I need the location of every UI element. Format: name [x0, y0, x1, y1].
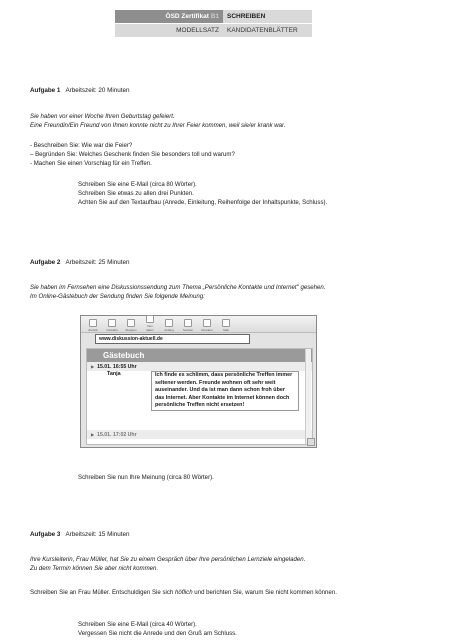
search-icon — [184, 319, 192, 327]
task1-points — [30, 141, 430, 168]
stop-icon — [127, 319, 135, 327]
home-button[interactable] — [163, 319, 175, 332]
entry-author: Tanja — [107, 371, 121, 377]
reload-icon — [146, 315, 154, 323]
mail-button[interactable] — [220, 319, 232, 332]
print-icon — [203, 319, 211, 327]
task1-situation — [30, 112, 430, 130]
entry-header — [87, 430, 312, 439]
toolbar-label: Anfang — [164, 328, 174, 332]
task3-text-emphasis: höflich — [174, 589, 193, 596]
toolbar-label: Suchen — [182, 328, 194, 332]
task1-point: – Begründen Sie: Welches Geschenk finden Sie besonders toll und warum? — [30, 151, 235, 158]
task1-situation-line: Sie haben vor einer Woche Ihren Geburtstag gefeiert. — [30, 113, 175, 120]
home-icon — [165, 319, 173, 327]
guestbook-page — [86, 348, 313, 445]
task2-time: Arbeitszeit: 25 Minuten — [65, 259, 130, 266]
task3-text-part: und berichten Sie, warum Sie nicht kommen können. — [192, 589, 337, 596]
triangle-icon: ▶ — [91, 364, 95, 369]
exam-level: B1 — [210, 13, 219, 20]
task2-situation — [30, 283, 430, 301]
browser-toolbar — [81, 316, 316, 333]
task3-time: Arbeitszeit: 15 Minuten — [65, 531, 130, 538]
document-header — [115, 10, 312, 37]
entry-date: 15.01. 16:55 Uhr — [97, 364, 137, 370]
subtitle-right: KANDIDATENBLÄTTER — [223, 24, 312, 37]
reload-button[interactable] — [144, 315, 156, 332]
search-button[interactable] — [182, 319, 194, 332]
task1-instruction: Achten Sie auf den Textaufbau (Anrede, Einleitung, Reihenfolge der Inhaltspunkte, Schluss). — [78, 199, 328, 206]
toolbar-label: Vorwärts — [106, 328, 118, 332]
task1-heading — [30, 87, 130, 94]
browser-window — [80, 315, 317, 448]
task1-label: Aufgabe 1 — [30, 87, 61, 94]
task1-point: - Beschreiben Sie: Wie war die Feier? — [30, 142, 133, 149]
entry-body — [87, 371, 312, 411]
toolbar-label: Zurück — [88, 328, 98, 332]
task2-situation-line: Sie haben im Fernsehen eine Diskussionssendung zum Thema „Persönliche Kontakte und Internet" gesehen. — [30, 284, 326, 291]
forward-button[interactable] — [106, 319, 118, 332]
toolbar-label: Drucken — [201, 328, 213, 332]
task3-situation — [30, 555, 430, 573]
task3-situation-line: Zu dem Termin können Sie aber nicht kommen. — [30, 565, 159, 572]
mail-icon — [222, 319, 230, 327]
task1-instructions — [78, 180, 428, 207]
task1-instruction: Schreiben Sie eine E-Mail (circa 80 Wörter). — [78, 181, 197, 188]
task1-point: - Machen Sie einen Vorschlag für ein Treffen. — [30, 160, 152, 167]
toolbar-label: Neu laden — [146, 324, 154, 332]
task2-heading — [30, 259, 130, 266]
toolbar-label: Mail — [223, 328, 229, 332]
task3-text-part: Schreiben Sie an Frau Müller. Entschuldigen Sie sich — [30, 589, 175, 596]
task2-situation-line: Im Online-Gästebuch der Sendung finden Sie folgende Meinung: — [30, 293, 205, 300]
resize-handle[interactable] — [307, 438, 315, 446]
address-bar — [81, 333, 316, 345]
task2-label: Aufgabe 2 — [30, 259, 61, 266]
entry-message: Ich finde es schlimm, dass persönliche Treffen immer seltener werden. Freunde wohnen oft sehr weit auseinander. Und da ist man dann schon froh über das Internet. Aber Kontakte im Internet können doch persönliche Treffen nicht ersetzen! — [151, 371, 299, 411]
task3-instructions — [78, 620, 428, 638]
task3-label: Aufgabe 3 — [30, 531, 61, 538]
task3-instruction: Schreiben Sie eine E-Mail (circa 40 Wörter). — [78, 621, 197, 628]
scrollbar[interactable] — [305, 349, 311, 444]
task1-situation-line: Eine Freundin/Ein Freund von Ihnen konnte nicht zu Ihrer Feier kommen, weil sie/er krank war. — [30, 122, 286, 129]
task3-text — [30, 588, 410, 597]
print-button[interactable] — [201, 319, 213, 332]
triangle-icon: ▶ — [91, 432, 95, 437]
subtitle-left: MODELLSATZ — [115, 24, 223, 37]
entry-date: 15.01. 17:02 Uhr — [97, 432, 137, 438]
section-title: SCHREIBEN — [223, 10, 312, 23]
url-input[interactable]: www.diskussion-aktuell.de — [95, 334, 250, 344]
stop-button[interactable] — [125, 319, 137, 332]
back-button[interactable] — [87, 319, 99, 332]
toolbar-label: Stoppen — [125, 328, 137, 332]
exam-title — [115, 10, 223, 23]
exam-name: ÖSD Zertifikat — [165, 13, 209, 20]
task3-situation-line: Ihre Kursleiterin, Frau Müller, hat Sie zu einem Gespräch über Ihre persönlichen Lernziele eingeladen. — [30, 556, 306, 563]
guestbook-title: Gästebuch — [87, 349, 312, 362]
task1-instruction: Schreiben Sie etwas zu allen drei Punkten. — [78, 190, 194, 197]
task2-instruction: Schreiben Sie nun Ihre Meinung (circa 80 Wörter). — [78, 474, 214, 481]
task1-time: Arbeitszeit: 20 Minuten — [65, 87, 130, 94]
entry-header — [87, 362, 312, 371]
task3-instruction: Vergessen Sie nicht die Anrede und den Gruß am Schluss. — [78, 630, 237, 637]
back-icon — [89, 319, 97, 327]
task3-heading — [30, 531, 130, 538]
forward-icon — [108, 319, 116, 327]
